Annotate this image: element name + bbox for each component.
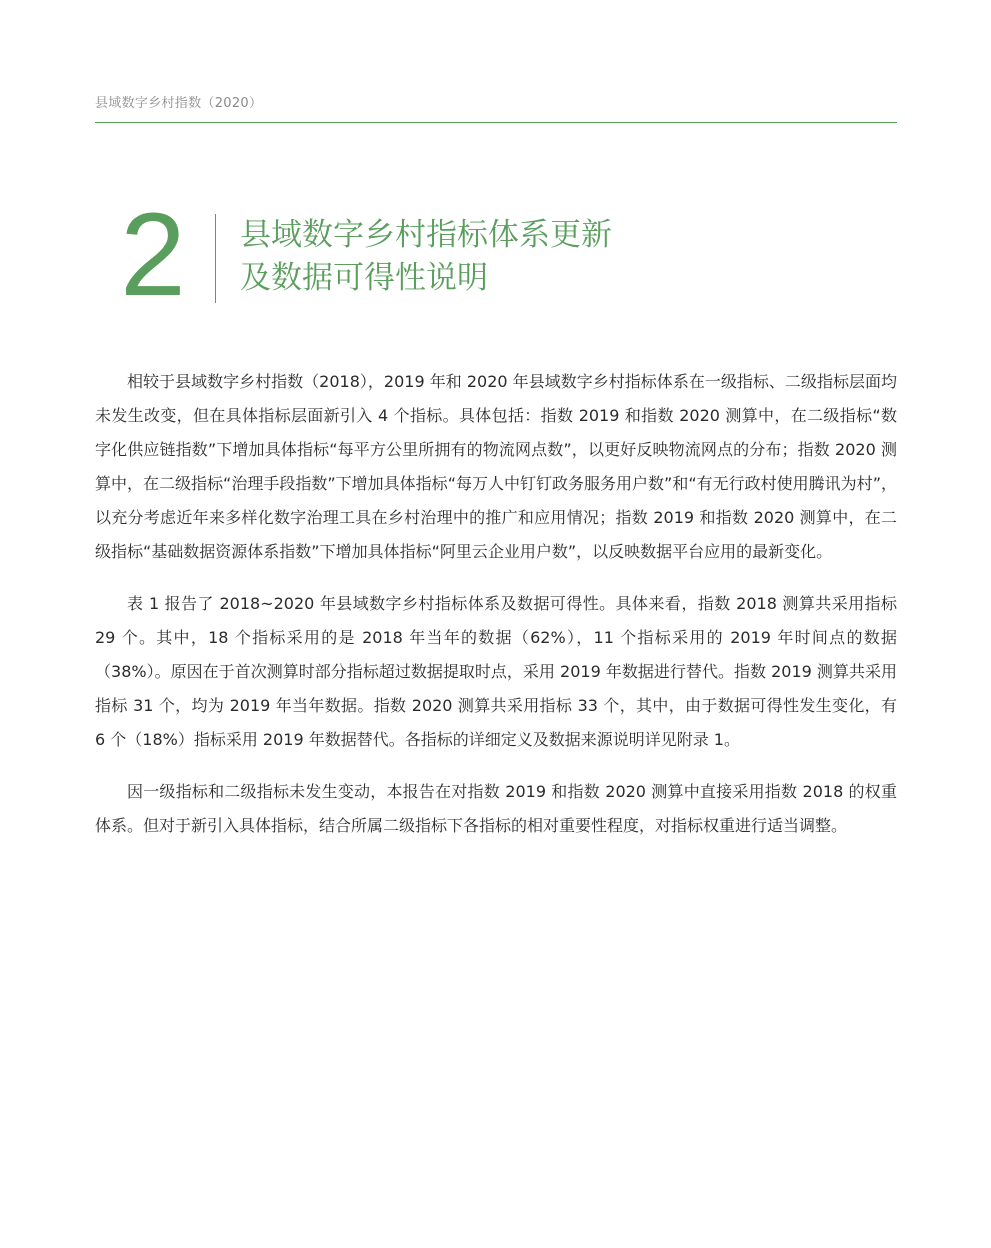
paragraph-data-availability: 表 1 报告了 2018~2020 年县域数字乡村指标体系及数据可得性。具体来看，指数 2018 测算共采用指标 29 个。其中，18 个指标采用的是 2018 年当年的数据（62%），11 个指标采用的 2019 年时间点的数据（38%）。原因在于首次测算时部分指标超过数据提取时点，采用 2019 年数据进行替代。指数 2019 测算共采用指标 31 个，均为 2019 年当年数据。指数 2020 测算共采用指标 33 个，其中，由于数据可得性发生变化，有 6 个（18%）指标采用 2019 年数据替代。各指标的详细定义及数据来源说明详见附录 1。 <box>95 594 897 749</box>
header-rule <box>95 122 897 123</box>
chapter-title <box>240 214 800 300</box>
running-header: 县域数字乡村指数（2020） <box>95 96 263 111</box>
paragraph-weights: 因一级指标和二级指标未发生变动，本报告在对指数 2019 和指数 2020 测算中直接采用指数 2018 的权重体系。但对于新引入具体指标，结合所属二级指标下各指标的相对重要性程度，对指标权重进行适当调整。 <box>95 782 897 835</box>
chapter-number: 2 <box>120 189 186 321</box>
chapter-title-line-2: 及数据可得性说明 <box>240 260 488 296</box>
body-text <box>95 365 897 861</box>
chapter-divider <box>215 214 216 303</box>
chapter-title-line-1: 县域数字乡村指标体系更新 <box>240 217 612 253</box>
paragraph-intro: 相较于县域数字乡村指数（2018），2019 年和 2020 年县域数字乡村指标体系在一级指标、二级指标层面均未发生改变，但在具体指标层面新引入 4 个指标。具体包括：指数 2019 和指数 2020 测算中，在二级指标“数字化供应链指数”下增加具体指标“每平方公里所拥有的物流网点数”，以更好反映物流网点的分布；指数 2020 测算中，在二级指标“治理手段指数”下增加具体指标“每万人中钉钉政务服务用户数”和“有无行政村使用腾讯为村”，以充分考虑近年来多样化数字治理工具在乡村治理中的推广和应用情况；指数 2019 和指数 2020 测算中，在二级指标“基础数据资源体系指数”下增加具体指标“阿里云企业用户数”，以反映数据平台应用的最新变化。 <box>95 372 897 561</box>
